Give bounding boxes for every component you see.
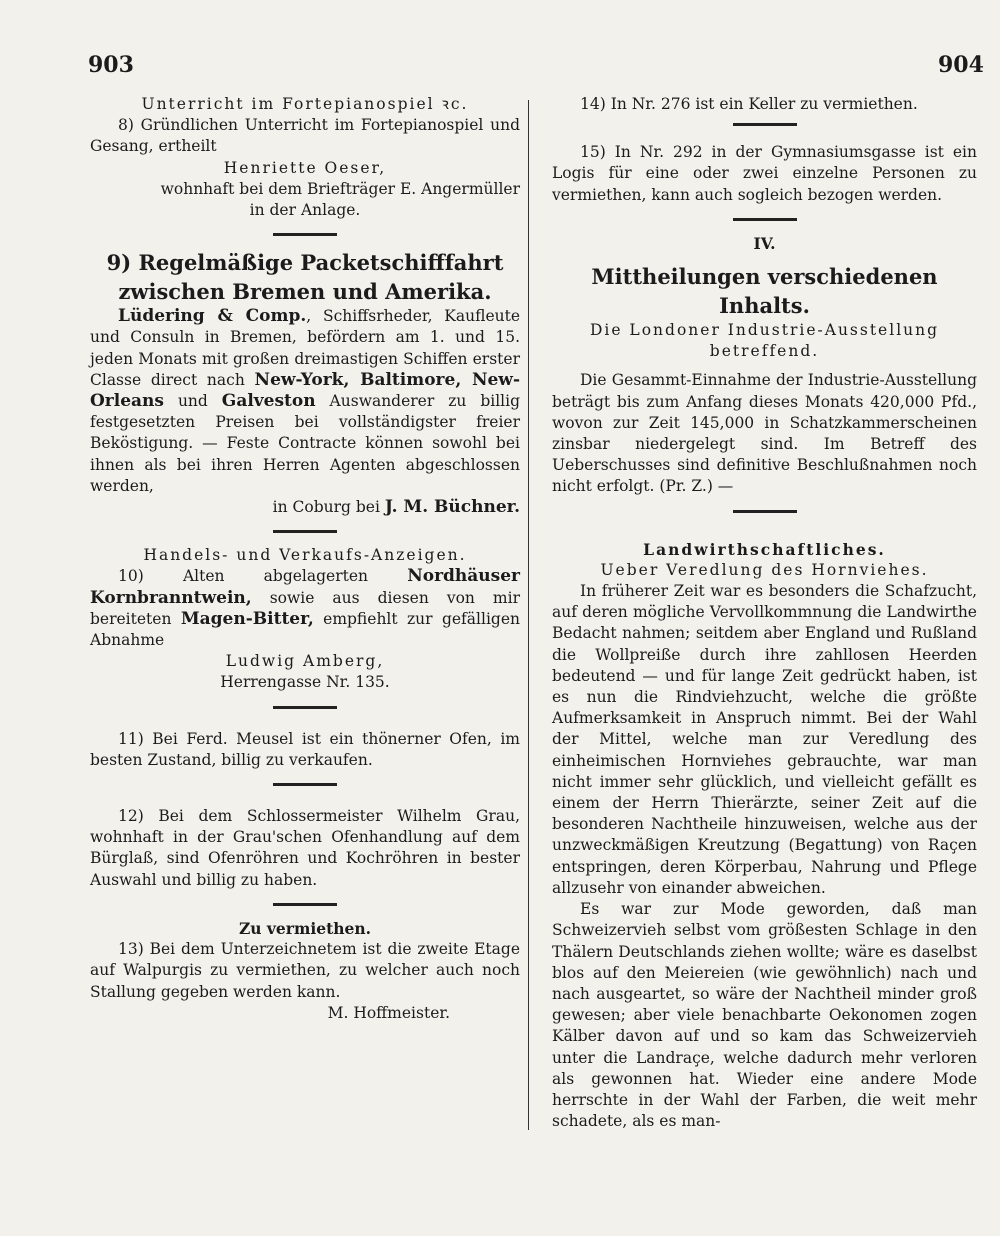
column-divider bbox=[528, 100, 529, 1130]
cattle-subtitle: Ueber Veredlung des Hornviehes. bbox=[600, 560, 929, 579]
cattle-paragraph-2: Es war zur Mode geworden, daß man Schweizervieh selbst vom größesten Schlage in den Thälern Deutschlands ziehen wollte; wäre es daselbst blos auf den Meiereien (wie gewöhnlich) nach und nach ausgeartet, so wäre der Nachtheil minder groß gewesen; aber viele benachbarte Oekonomen zogen Kälber davon auf und so kam das Schweizervieh unter die Landraçe, welche dadurch mehr verloren als gewonnen hat. Wieder eine andere Mode herrschte in der Wahl der Farben, die weit mehr schadete, als es man- bbox=[552, 900, 977, 1131]
lodging-ad-text: 15) In Nr. 292 in der Gymnasiumsgasse ist ein Logis für eine oder zwei einzelne Personen zu vermiethen, kann auch sogleich bezogen werden. bbox=[552, 143, 977, 204]
agent-signature: in Coburg bei J. M. Büchner. bbox=[272, 497, 520, 518]
piano-lessons-text: 8) Gründlichen Unterricht im Fortepianospiel und Gesang, ertheilt bbox=[90, 116, 520, 156]
page-number-left: 903 bbox=[88, 52, 134, 78]
section-title: Mittheilungen verschiedenen Inhalts. bbox=[591, 264, 938, 319]
separator bbox=[273, 783, 337, 786]
piano-teacher-address: wohnhaft bei dem Briefträger E. Angermüller bbox=[160, 179, 520, 198]
exhibition-subtitle: Die Londoner Industrie-Ausstellung betreffend. bbox=[589, 321, 940, 361]
separator bbox=[733, 218, 797, 221]
shipping-firm: Lüdering & Comp. bbox=[118, 306, 307, 327]
separator bbox=[273, 706, 337, 709]
destination-galveston: Galveston bbox=[221, 391, 316, 412]
section-numeral: IV. bbox=[753, 233, 776, 253]
brandy-seller-name: Ludwig Amberg, bbox=[225, 652, 385, 671]
trade-ads-heading: Handels- und Verkaufs-Anzeigen. bbox=[143, 546, 467, 565]
rent-ad-signature: M. Hoffmeister. bbox=[327, 1003, 450, 1022]
separator bbox=[273, 903, 337, 906]
piano-teacher-address-2: in der Anlage. bbox=[249, 201, 361, 220]
cellar-ad-text: 14) In Nr. 276 ist ein Keller zu vermiethen. bbox=[580, 95, 918, 113]
page-number-right: 904 bbox=[938, 52, 984, 78]
separator bbox=[733, 510, 797, 513]
separator bbox=[273, 530, 337, 533]
cattle-paragraph-1: In früherer Zeit war es besonders die Schafzucht, auf deren mögliche Vervollkommnung die Landwirthe Bedacht nahmen; seitdem aber England und Rußland die Wollpreiße durch ihre zahllosen Heerden bedeutend — und für lange Zeit gedrückt haben, ist es nun die Rindviehzucht, welche die größte Aufmerksamkeit in Anspruch nimmt. Bei der Wahl der Mittel, welche man zur Veredlung des einheimischen Hornviehes gebrauchte, war man nicht immer sehr glücklich, und vielleicht gefällt es einem der Herrn Thierärzte, seiner Zeit auf die besonderen Nachtheile hinzuweisen, welche aus der unzweckmäßigen Kreutzung (Begattung) von Raçen entspringen, deren Körperbau, Nahrung und Pflege allzusehr von einander abweichen. bbox=[552, 582, 977, 897]
left-column bbox=[90, 94, 520, 1024]
rent-ad-text: 13) Bei dem Unterzeichnetem ist die zweite Etage auf Walpurgis zu vermiethen, zu welcher auch noch Stallung gegeben werden kann. bbox=[90, 940, 520, 1001]
separator bbox=[273, 233, 337, 236]
right-column bbox=[552, 94, 977, 1132]
packet-ship-text: Lüdering & Comp., Schiffsrheder, Kaufleute und Consuln in Bremen, befördern am 1. und 15. jeden Monats mit großen dreimastigen Schiffen erster Classe direct nach New-York, Baltimore, New-Orleans und Galveston Auswanderer zu billig festgesetzten Preisen bei vollständigster freier Beköstigung. — Feste Contracte können sowohl bei ihnen als bei ihren Herren Agenten abgeschlossen werden, bbox=[90, 306, 521, 495]
stove-ad-text: 11) Bei Ferd. Meusel ist ein thönerner Ofen, im besten Zustand, billig zu verkaufen. bbox=[90, 729, 520, 769]
brandy-seller-address: Herrengasse Nr. 135. bbox=[220, 673, 390, 692]
to-rent-heading: Zu vermiethen. bbox=[238, 918, 372, 938]
destination-cities: New-York, Baltimore, New-Orleans bbox=[90, 369, 520, 412]
packet-ship-title: 9) Regelmäßige Packetschifffahrt bbox=[106, 250, 504, 276]
piano-teacher-name: Henriette Oeser, bbox=[223, 158, 387, 177]
brandy-ad-text: 10) Alten abgelagerten Nordhäuser Kornbranntwein, sowie aus diesen von mir bereiteten Magen-Bitter, empfiehlt zur gefälligen Abnahme bbox=[90, 566, 520, 650]
agriculture-heading: Landwirthschaftliches. bbox=[643, 539, 886, 559]
packet-ship-title-2: zwischen Bremen und Amerika. bbox=[118, 279, 492, 305]
separator bbox=[733, 123, 797, 126]
exhibition-text: Die Gesammt-Einnahme der Industrie-Ausstellung beträgt bis zum Anfang dieses Monats 420,000 Pfd., wovon zur Zeit 145,000 in Schatzkammerscheinen zinsbar niedergelegt sind. Im Betreff des Ueberschusses sind definitive Beschlußnahmen noch nicht erfolgt. (Pr. Z.) — bbox=[552, 371, 977, 496]
piano-lessons-heading: Unterricht im Fortepianospiel ꝛc. bbox=[141, 95, 469, 113]
pipes-ad-text: 12) Bei dem Schlossermeister Wilhelm Grau, wohnhaft in der Grau'schen Ofenhandlung auf dem Bürglaß, sind Ofenröhren und Kochröhren in bester Auswahl und billig zu haben. bbox=[90, 807, 520, 889]
